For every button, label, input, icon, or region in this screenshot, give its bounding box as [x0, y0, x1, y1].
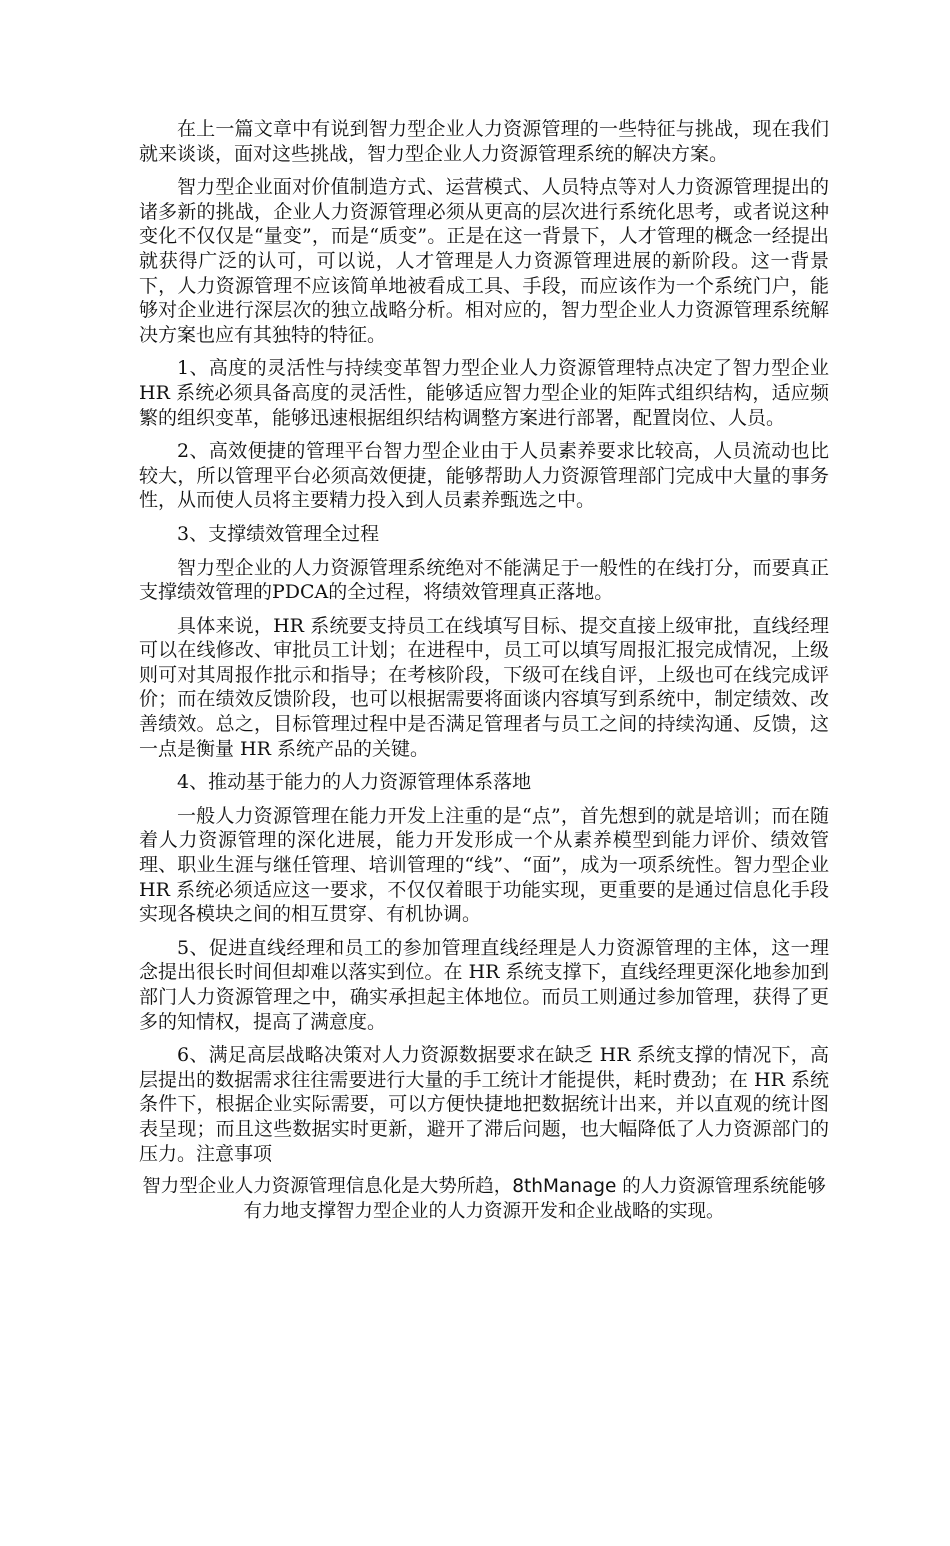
paragraph-point-6: 6、满足高层战略决策对人力资源数据要求在缺乏 HR 系统支撑的情况下，高层提出的数据需求往往需要进行大量的手工统计才能提供，耗时费劲；在 HR 系统条件下，根据企业实际需要，可以方便快捷地把数据统计出来，并以直观的统计图表呈现；而且这些数据实时更新，避开了滞后问题，也大幅降低了人力资源部门的压力。注意事项 [139, 1044, 829, 1165]
heading-point-3: 3、支撑绩效管理全过程 [177, 522, 380, 545]
paragraph-challenges: 智力型企业面对价值制造方式、运营模式、人员特点等对人力资源管理提出的诸多新的挑战，企业人力资源管理必须从更高的层次进行系统化思考，或者说这种变化不仅仅是“量变”，而是“质变”。正是在这一背景下，人才管理的概念一经提出就获得广泛的认可，可以说，人才管理是人力资源管理进展的新阶段。这一背景下，人力资源管理不应该简单地被看成工具、手段，而应该作为一个系统门户，能够对企业进行深层次的独立战略分析。相对应的，智力型企业人力资源管理系统解决方案也应有其独特的特征。 [139, 176, 829, 346]
paragraph-point-1: 1、高度的灵活性与持续变革智力型企业人力资源管理特点决定了智力型企业 HR 系统必须具备高度的灵活性，能够适应智力型企业的矩阵式组织结构，适应频繁的组织变革，能够迅速根据组织结构调整方案进行部署，配置岗位、人员。 [139, 357, 829, 429]
paragraph-point-4: 一般人力资源管理在能力开发上注重的是“点”，首先想到的就是培训；而在随着人力资源管理的深化进展，能力开发形成一个从素养模型到能力评价、绩效管理、职业生涯与继任管理、培训管理的“线”、“面”，成为一项系统性。智力型企业 HR 系统必须适应这一要求，不仅仅着眼于功能实现，更重要的是通过信息化手段实现各模块之间的相互贯穿、有机协调。 [139, 804, 829, 926]
paragraph-point-3-b: 具体来说，HR 系统要支持员工在线填写目标、提交直接上级审批，直线经理可以在线修改、审批员工计划；在进程中，员工可以填写周报汇报完成情况，上级则可对其周报作批示和指导；在考核阶段，下级可在线自评，上级也可在线完成评价；而在绩效反馈阶段，也可以根据需要将面谈内容填写到系统中，制定绩效、改善绩效。总之，目标管理过程中是否满足管理者与员工之间的持续沟通、反馈，这一点是衡量 HR 系统产品的关键。 [139, 614, 829, 760]
paragraph-intro: 在上一篇文章中有说到智力型企业人力资源管理的一些特征与挑战，现在我们就来谈谈，面对这些挑战，智力型企业人力资源管理系统的解决方案。 [139, 118, 829, 165]
document-page [139, 117, 829, 1233]
paragraph-point-5: 5、促进直线经理和员工的参加管理直线经理是人力资源管理的主体，这一理念提出很长时间但却难以落实到位。在 HR 系统支撑下，直线经理更深化地参加到部门人力资源管理之中，确实承担起主体地位。而员工则通过参加管理，获得了更多的知情权，提高了满意度。 [139, 936, 829, 1033]
heading-point-4: 4、推动基于能力的人力资源管理体系落地 [177, 771, 532, 794]
closing-paragraph: 智力型企业人力资源管理信息化是大势所趋，8thManage 的人力资源管理系统能够有力地支撑智力型企业的人力资源开发和企业战略的实现。 [142, 1176, 826, 1222]
paragraph-point-2: 2、高效便捷的管理平台智力型企业由于人员素养要求比较高，人员流动也比较大，所以管理平台必须高效便捷，能够帮助人力资源管理部门完成中大量的事务性，从而使人员将主要精力投入到人员素养甄选之中。 [139, 440, 829, 512]
paragraph-point-3-a: 智力型企业的人力资源管理系统绝对不能满足于一般性的在线打分，而要真正支撑绩效管理的PDCA的全过程，将绩效管理真正落地。 [139, 556, 829, 604]
